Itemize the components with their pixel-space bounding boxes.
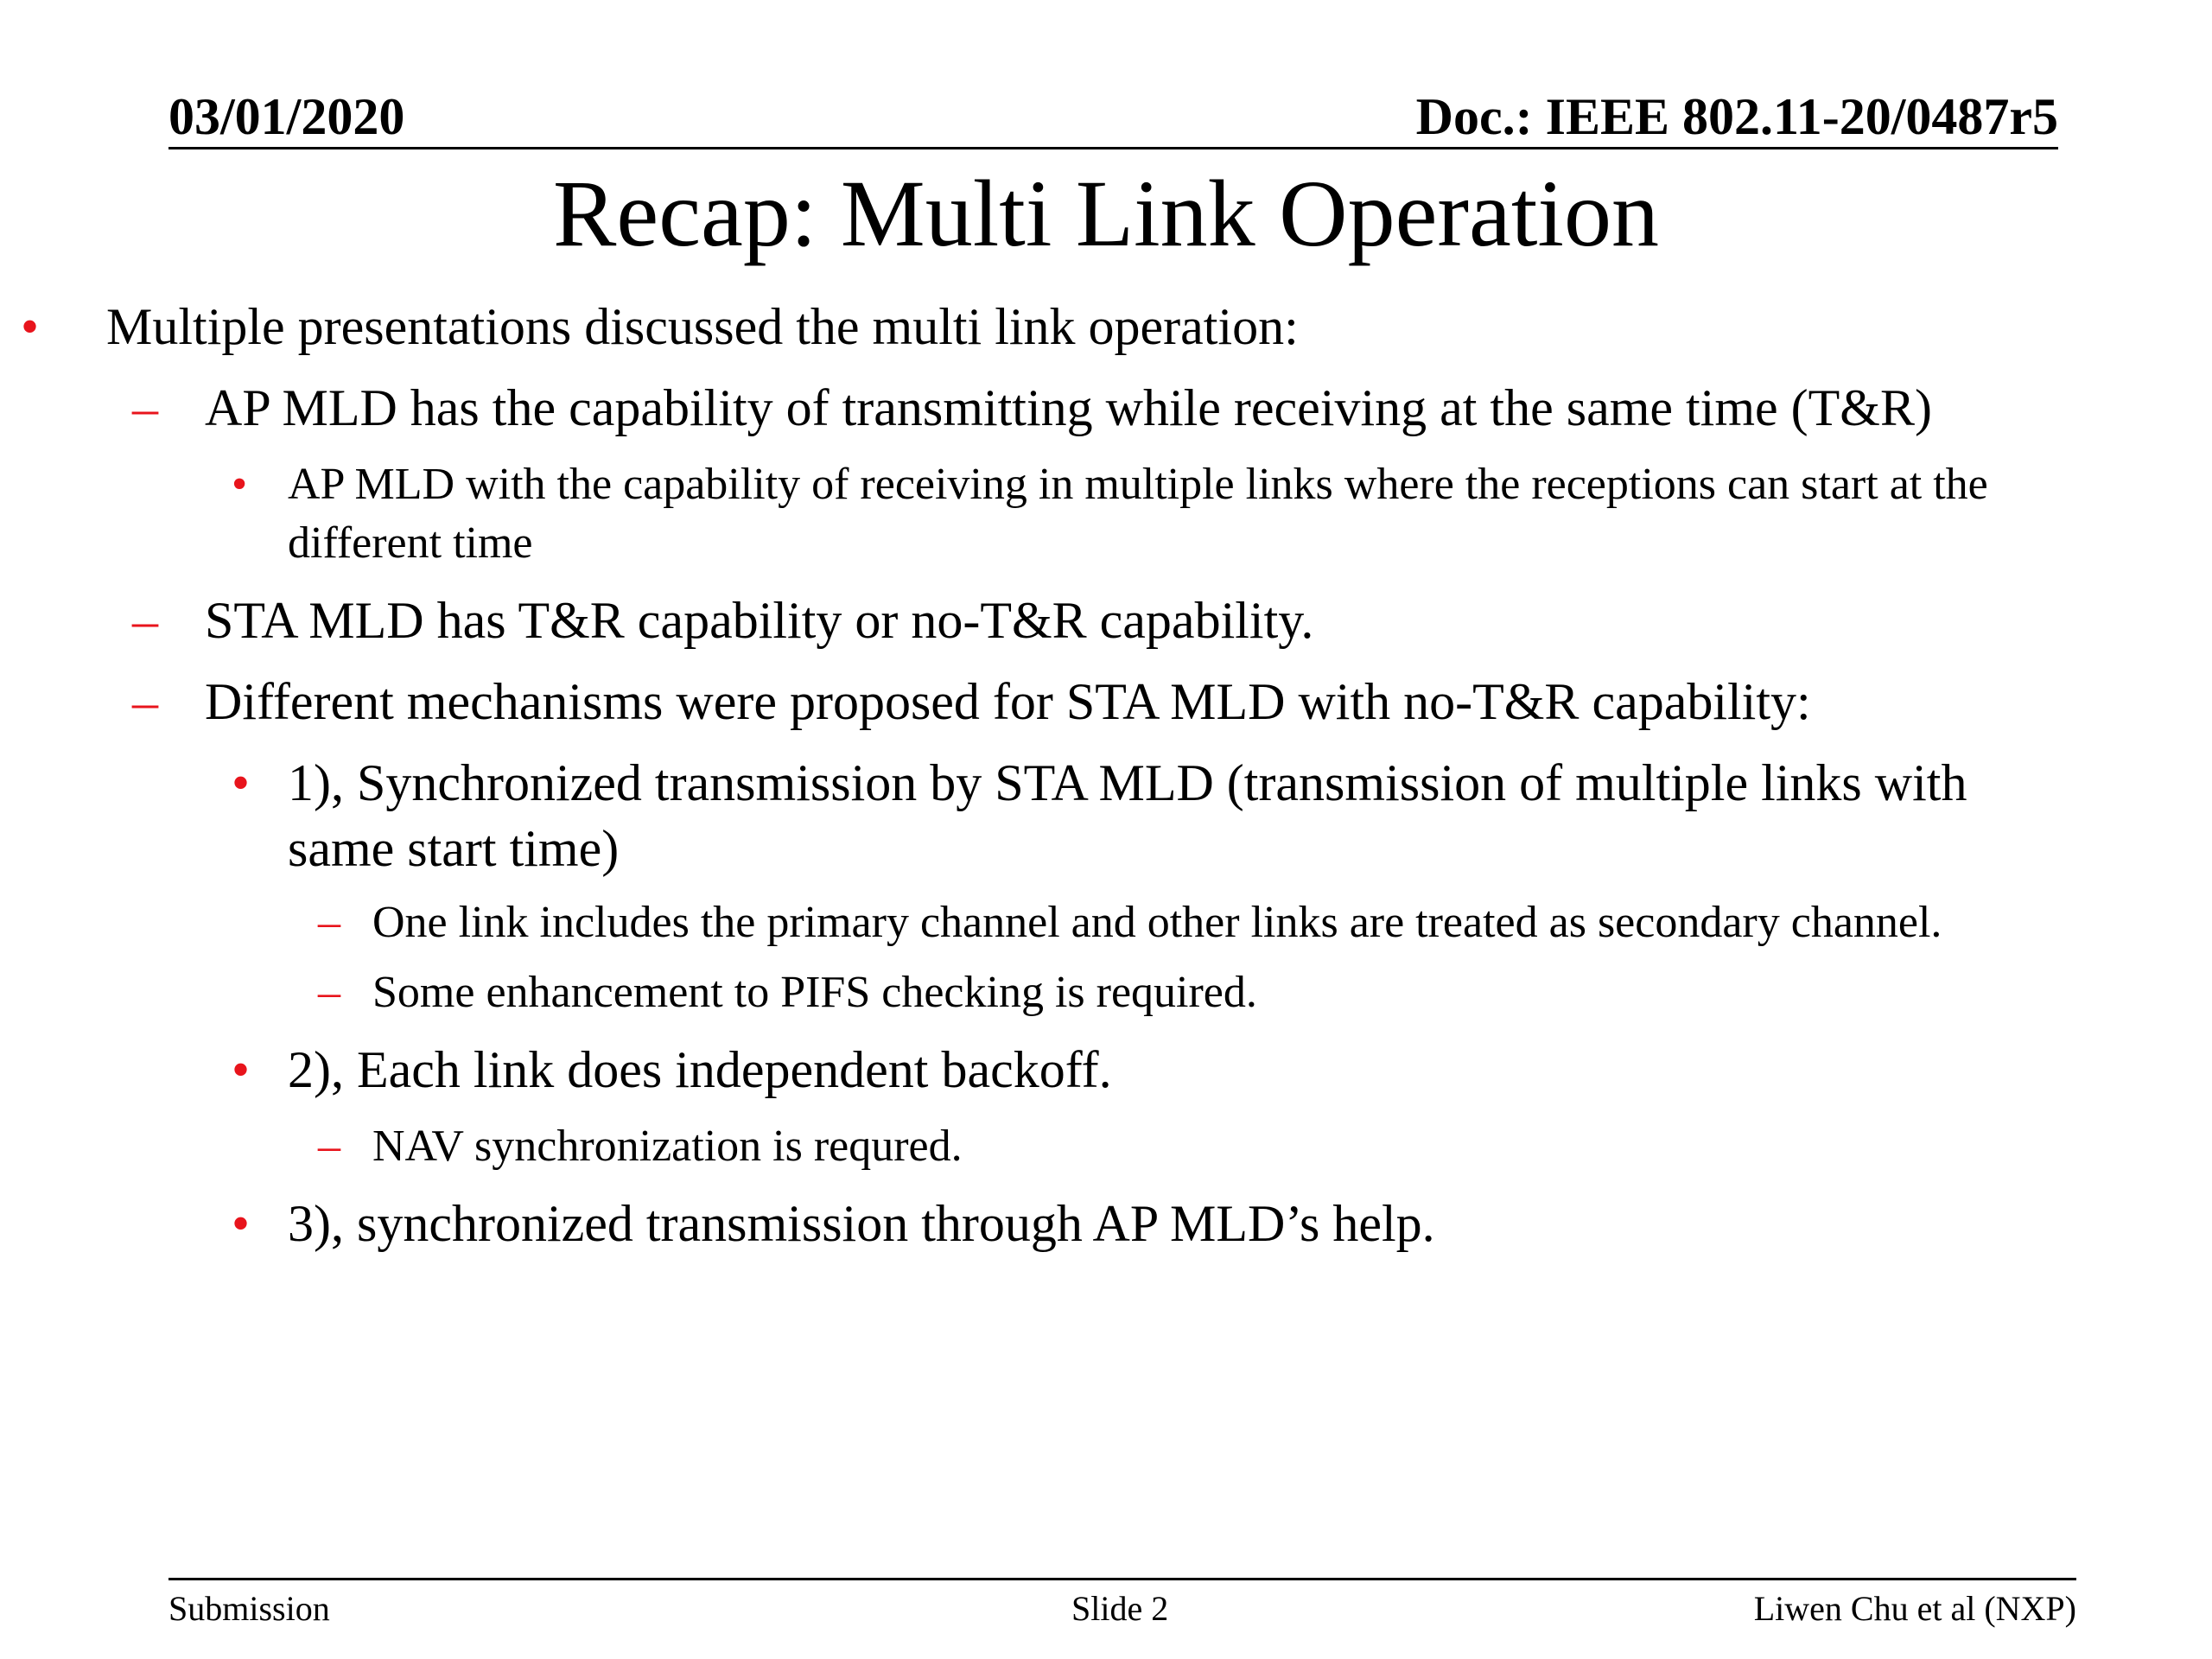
bullet-dot-icon: • xyxy=(232,460,248,509)
bullet-dot-icon: • xyxy=(232,1195,251,1252)
bullet-text-line2: different time xyxy=(288,518,533,568)
dash-marker-icon: – xyxy=(318,1122,340,1171)
bullet-text: STA MLD has T&R capability or no-T&R capability. xyxy=(205,592,1314,649)
dash-marker-icon: – xyxy=(318,968,340,1017)
bullet-text: AP MLD has the capability of transmitting while receiving at the same time (T&R) xyxy=(205,379,1932,436)
bullet-text: 3), synchronized transmission through AP MLD’s help. xyxy=(288,1195,1435,1252)
bullet-dot-icon: • xyxy=(21,298,40,355)
bullet-text: Multiple presentations discussed the multi link operation: xyxy=(106,298,1299,355)
dash-marker-icon: – xyxy=(132,592,158,649)
footer-rule xyxy=(168,1578,2076,1580)
footer-author: Liwen Chu et al (NXP) xyxy=(1753,1589,2076,1628)
bullet-text-line1: AP MLD with the capability of receiving in multiple links where the receptions can start at the xyxy=(288,460,1988,509)
header-doc-id: Doc.: IEEE 802.11-20/0487r5 xyxy=(1415,88,2058,145)
dash-marker-icon: – xyxy=(132,673,158,730)
dash-marker-icon: – xyxy=(132,379,158,436)
bullet-text-line1: 1), Synchronized transmission by STA MLD (transmission of multiple links with xyxy=(288,754,1967,811)
footer-slide-number: Slide 2 xyxy=(1071,1589,1169,1628)
header-rule xyxy=(168,147,2058,149)
footer-submission: Submission xyxy=(168,1589,330,1628)
bullet-text-line2: same start time) xyxy=(288,820,620,877)
dash-marker-icon: – xyxy=(318,898,340,947)
bullet-dot-icon: • xyxy=(232,1041,251,1098)
bullet-text: 2), Each link does independent backoff. xyxy=(288,1041,1112,1098)
bullet-text: NAV synchronization is requred. xyxy=(372,1122,963,1171)
bullet-text: Some enhancement to PIFS checking is required. xyxy=(372,968,1257,1017)
slide-title: Recap: Multi Link Operation xyxy=(553,161,1659,266)
bullet-dot-icon: • xyxy=(232,754,251,811)
bullet-text: One link includes the primary channel and other links are treated as secondary channel. xyxy=(372,898,1942,947)
header-date: 03/01/2020 xyxy=(168,88,405,145)
bullet-text: Different mechanisms were proposed for STA MLD with no-T&R capability: xyxy=(205,673,1811,730)
